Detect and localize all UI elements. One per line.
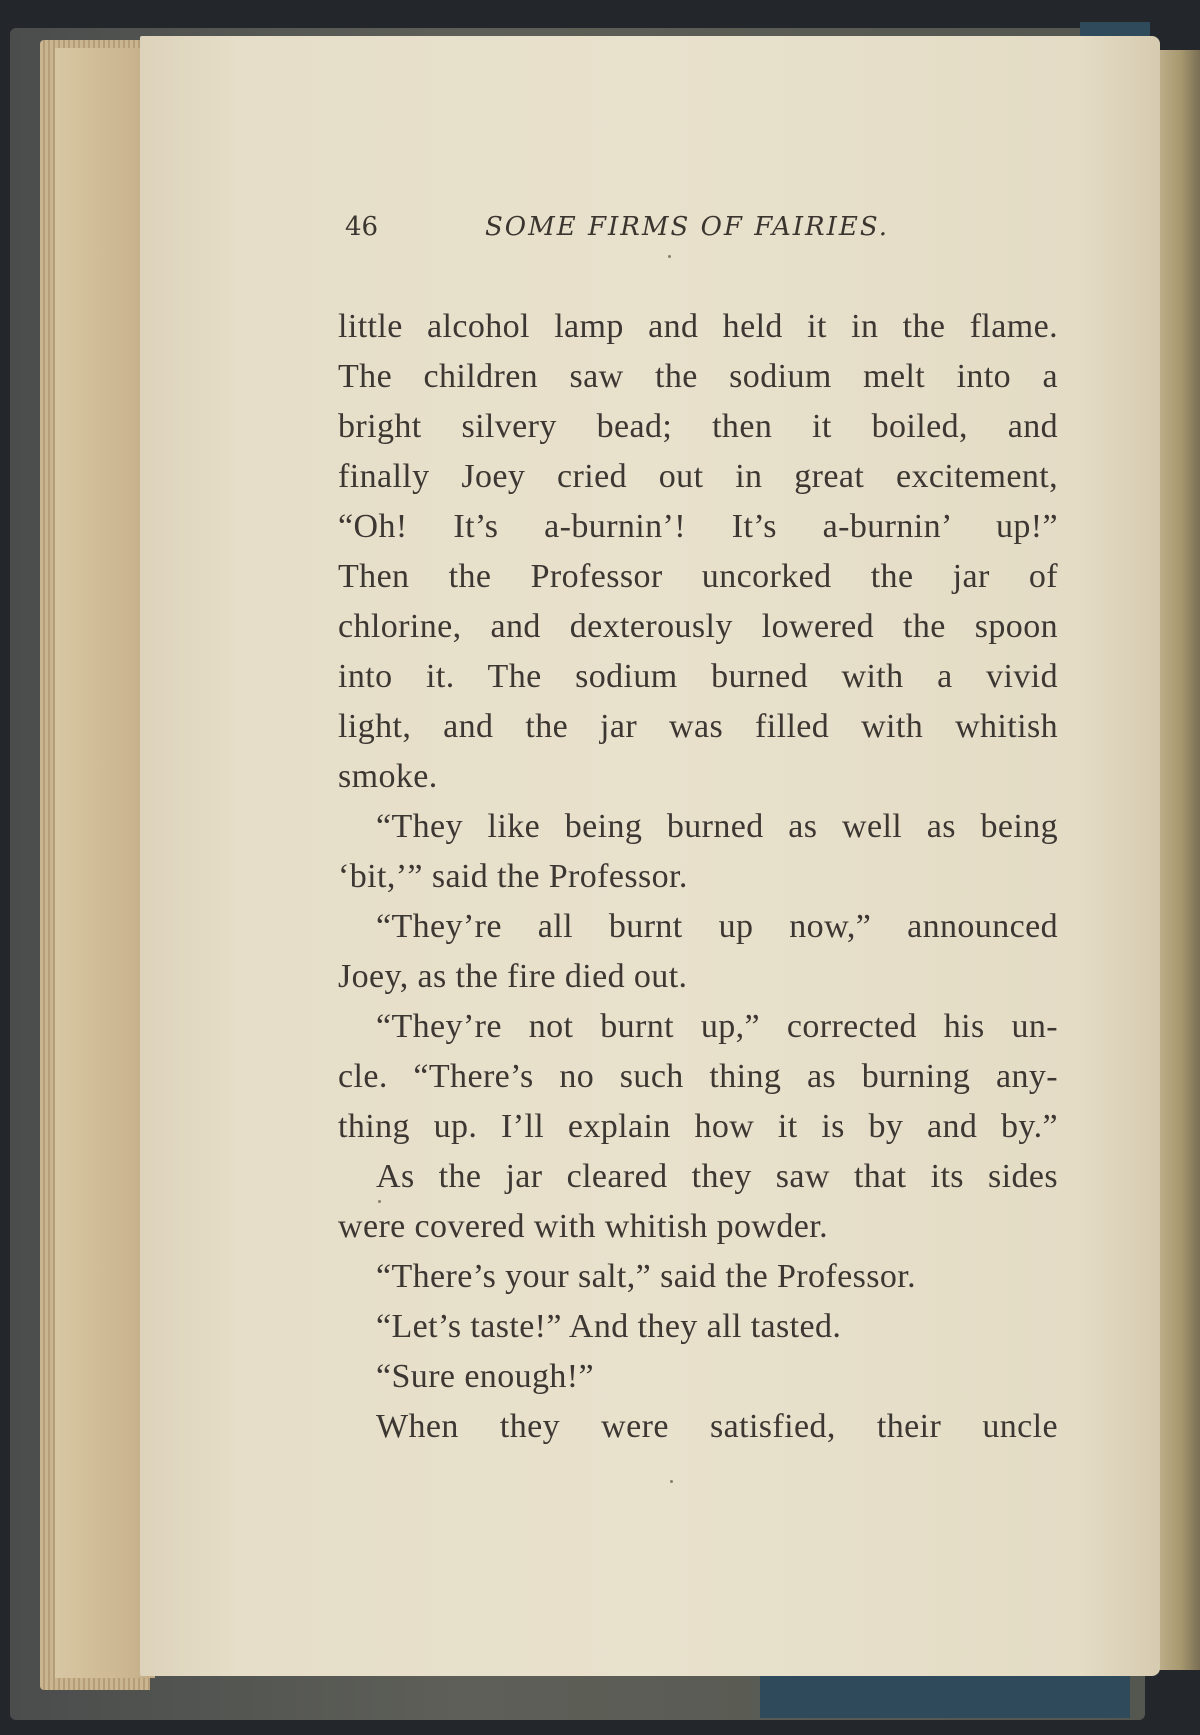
text-line: chlorine, and dexterously lowered the spoon <box>338 608 1058 645</box>
running-head <box>345 208 935 248</box>
page-number: 46 <box>345 212 379 242</box>
speck <box>668 255 671 258</box>
text-line: The children saw the sodium melt into a <box>338 358 1058 395</box>
text-line: “There’s your salt,” said the Professor. <box>376 1258 917 1295</box>
text-line: light, and the jar was filled with whitish <box>338 708 1058 745</box>
text-line: As the jar cleared they saw that its sides <box>376 1158 1058 1195</box>
text-line: thing up. I’ll explain how it is by and by.” <box>338 1108 1058 1145</box>
text-line: “They’re not burnt up,” corrected his un- <box>376 1008 1058 1045</box>
speck <box>378 1200 381 1203</box>
text-line: little alcohol lamp and held it in the flame. <box>338 308 1058 345</box>
text-line: finally Joey cried out in great excitement, <box>338 458 1058 495</box>
text-line: smoke. <box>338 758 438 795</box>
text-line: were covered with whitish powder. <box>338 1208 829 1245</box>
text-line: bright silvery bead; then it boiled, and <box>338 408 1058 445</box>
body-text <box>338 302 1058 1452</box>
text-line: “Sure enough!” <box>376 1358 595 1395</box>
text-line: Then the Professor uncorked the jar of <box>338 558 1058 595</box>
text-line: into it. The sodium burned with a vivid <box>338 658 1058 695</box>
text-line: ‘bit,’” said the Professor. <box>338 858 688 895</box>
cover-corner-bottom <box>760 1670 1130 1718</box>
text-line: Joey, as the fire died out. <box>338 958 688 995</box>
text-line: cle. “There’s no such thing as burning any- <box>338 1058 1058 1095</box>
text-line: “They’re all burnt up now,” announced <box>376 908 1058 945</box>
text-line: “They like being burned as well as being <box>376 808 1058 845</box>
text-line: “Let’s taste!” And they all tasted. <box>376 1308 842 1345</box>
speck <box>670 1480 673 1483</box>
text-line: “Oh! It’s a-burnin’! It’s a-burnin’ up!” <box>338 508 1058 545</box>
text-line: When they were satisfied, their uncle <box>376 1408 1058 1445</box>
running-title: SOME FIRMS OF FAIRIES. <box>485 212 890 242</box>
